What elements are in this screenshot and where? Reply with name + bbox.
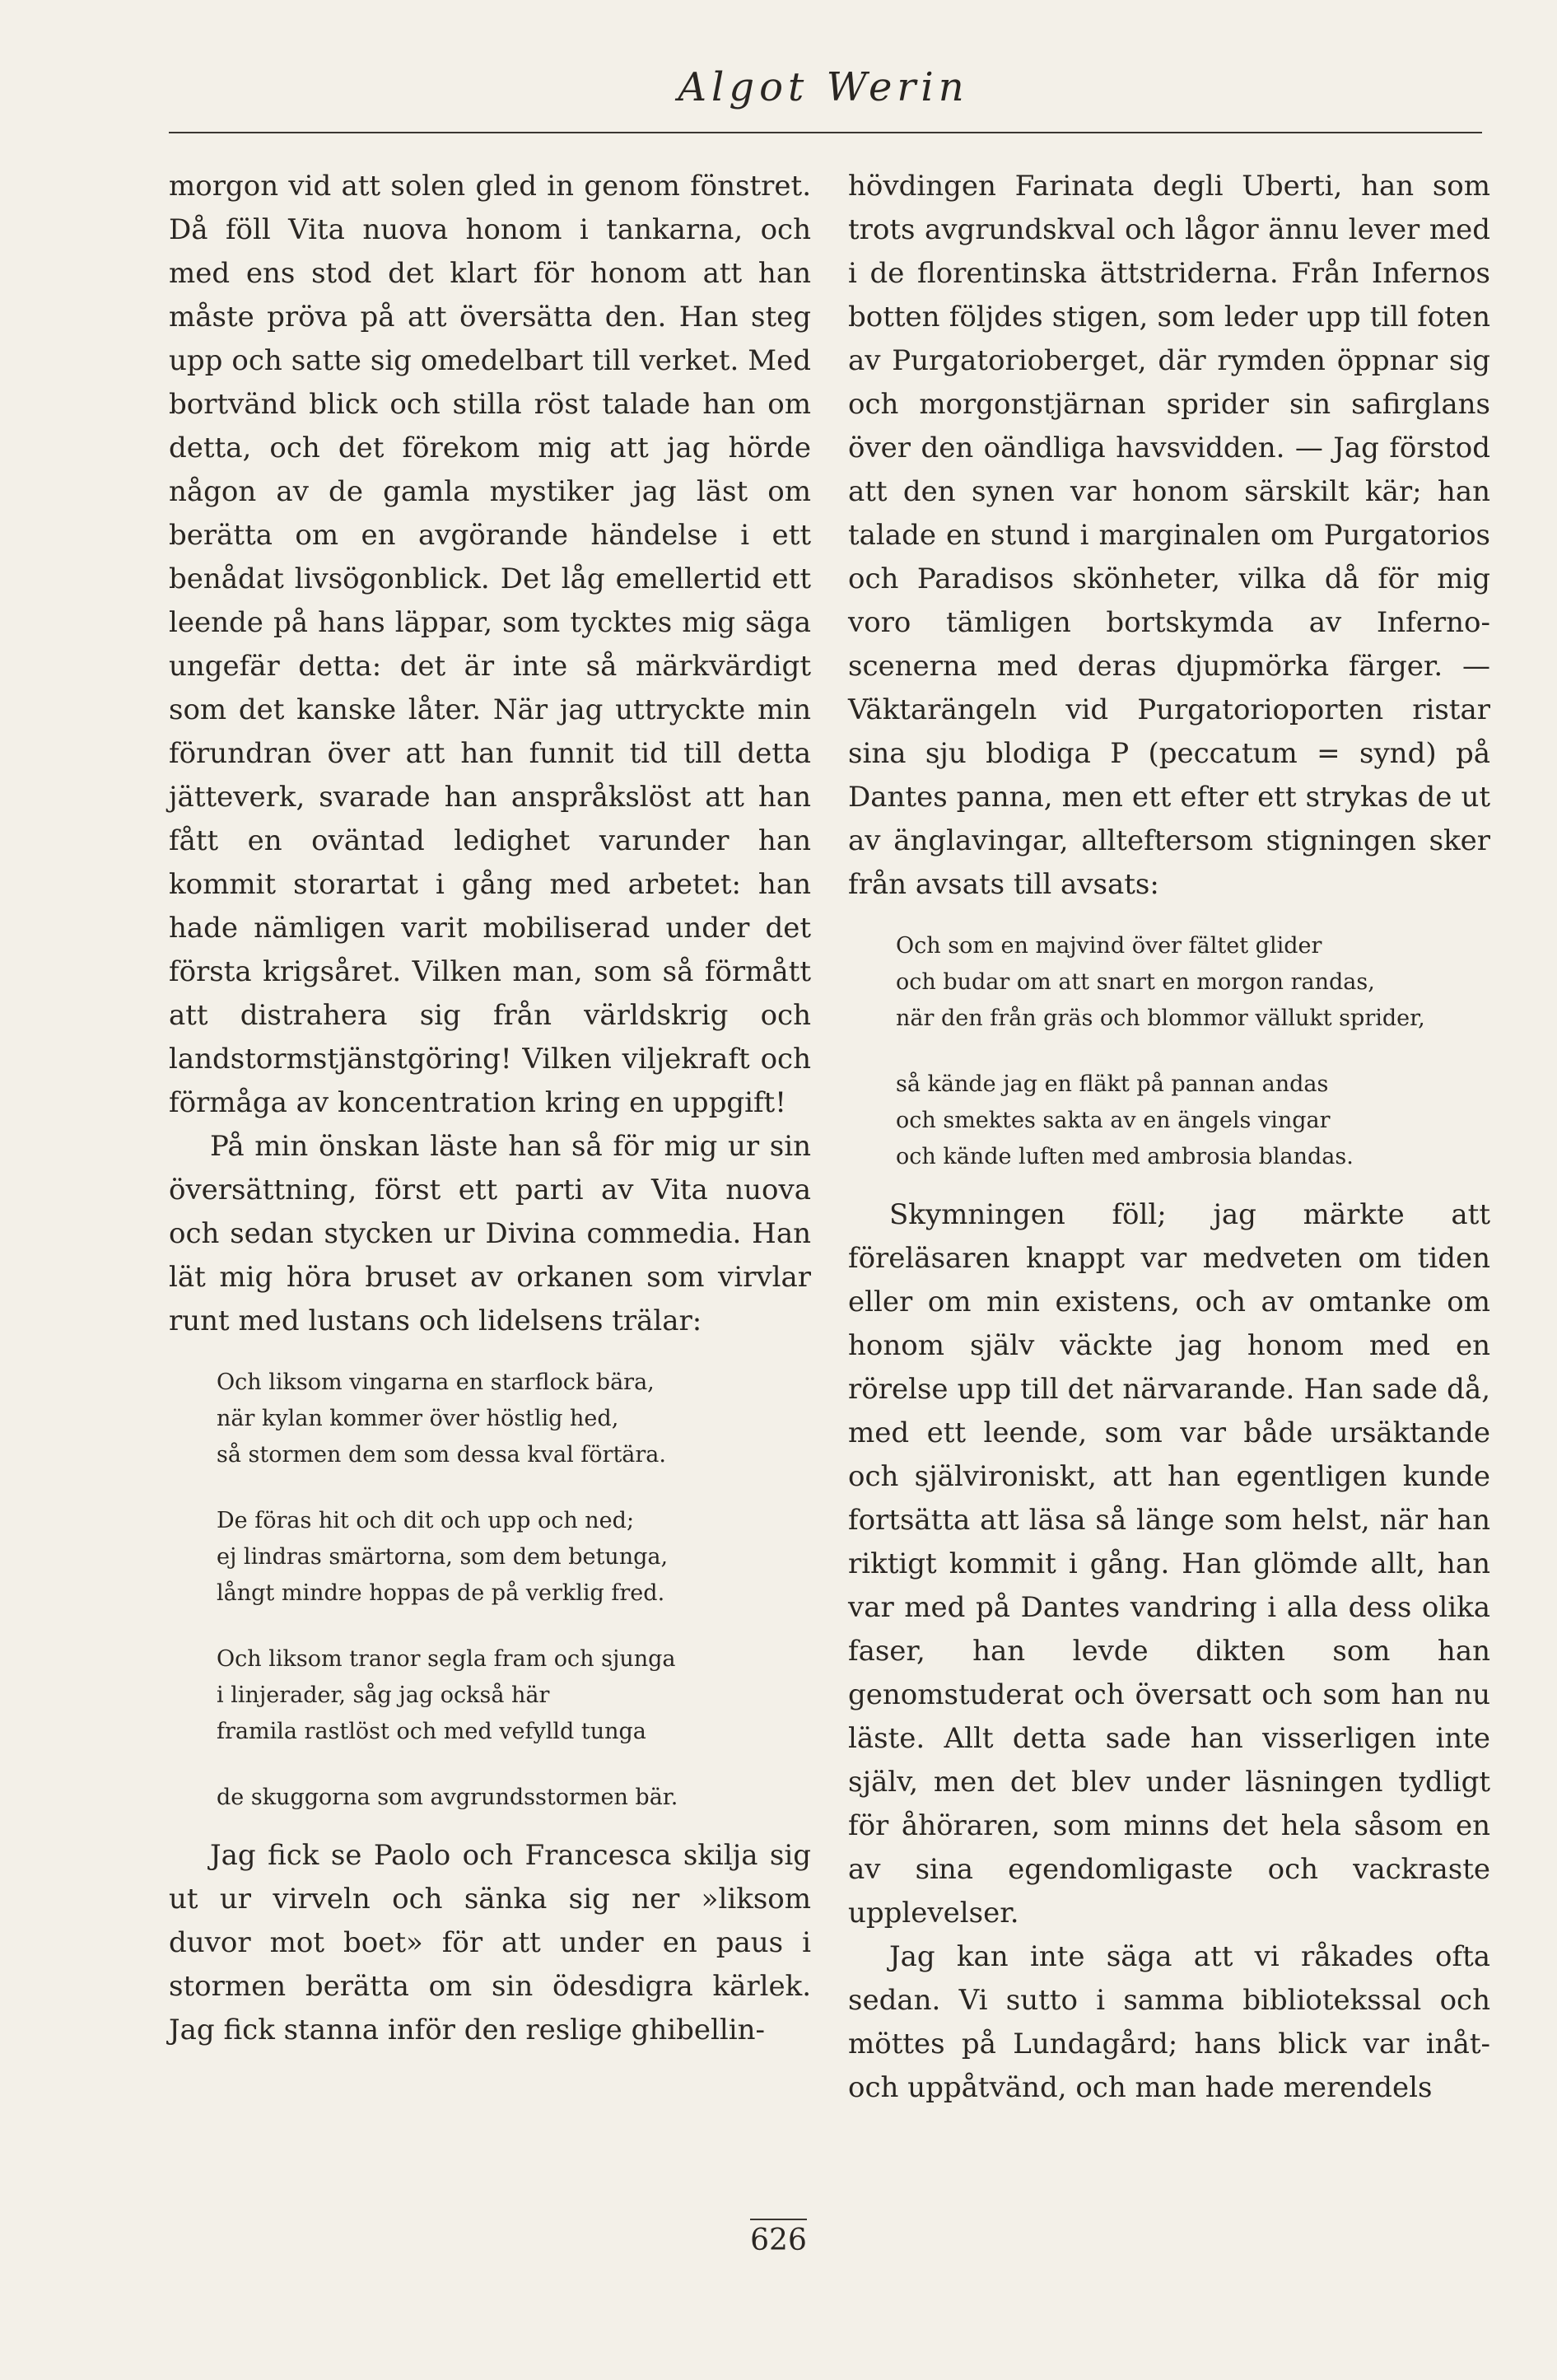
stanza [217, 1780, 811, 1816]
page-number-text: 626 [750, 2219, 807, 2257]
verse-quote [217, 1365, 811, 1816]
verse-line: och smektes sakta av en ängels vingar [896, 1108, 1331, 1133]
verse-line: Och liksom tranor segla fram och sjunga [217, 1646, 676, 1672]
verse-line: och kände luften med ambrosia blandas. [896, 1144, 1354, 1169]
verse-line: framila rastlöst och med vefylld tunga [217, 1719, 646, 1744]
right-column [848, 165, 1490, 2110]
stanza [896, 928, 1490, 1037]
paragraph: morgon vid att solen gled in genom fönstret. Då föll Vita nuova honom i tankarna, och med ens stod det klart för honom att han måste pröva på att översätta den. Han steg upp och satte sig omedelbart till verket. Med bortvänd blick och stilla röst talade han om detta, och det förekom mig att jag hörde någon av de gamla mystiker jag läst om berätta om en avgörande händelse i ett benådat livsögonblick. Det låg emellertid ett leende på hans läppar, som tycktes mig säga ungefär detta: det är inte så märkvärdigt som det kanske låter. När jag uttryckte min förundran över att han funnit tid till detta jätteverk, svarade han anspråkslöst att han fått en oväntad ledighet varunder han kommit storartat i gång med arbetet: han hade nämligen varit mobiliserad under det första krigsåret. Vilken man, som så förmått att distrahera sig från världskrig och landstormstjänstgöring! Vilken viljekraft och förmåga av koncentration kring en uppgift! [169, 170, 811, 1119]
verse-line: så stormen dem som dessa kval förtära. [217, 1442, 666, 1468]
verse-line: Och liksom vingarna en starflock bära, [217, 1370, 655, 1395]
verse-line: så kände jag en fläkt på pannan andas [896, 1071, 1329, 1097]
verse-line: De föras hit och dit och upp och ned; [217, 1508, 635, 1533]
stanza [217, 1641, 811, 1750]
verse-line: och budar om att snart en morgon randas, [896, 969, 1375, 995]
paragraph: Jag kan inte säga att vi råkades ofta sedan. Vi sutto i samma bibliotekssal och möttes på Lundagård; hans blick var inåt- och uppåtvänd, och man hade merendels [848, 1940, 1490, 2104]
left-column [169, 165, 811, 2052]
verse-line: Och som en majvind över fältet glider [896, 933, 1322, 959]
paragraph: hövdingen Farinata degli Uberti, han som trots avgrundskval och lågor ännu lever med i de florentinska ättstriderna. Från Infernos botten följdes stigen, som leder upp till foten av Purgatorioberget, där rymden öppnar sig och morgonstjärnan sprider sin safirglans över den oändliga havsvidden. — Jag förstod att den synen var honom särskilt kär; han talade en stund i marginalen om Purgatorios och Paradisos skönheter, vilka då för mig voro tämligen bortskymda av Inferno-scenerna med deras djupmörka färger. — Väktarängeln vid Purgatorioporten ristar sina sju blodiga P (peccatum = synd) på Dantes panna, men ett efter ett strykas de ut av änglavingar, allteftersom stigningen sker från avsats till avsats: [848, 170, 1490, 901]
verse-line: de skuggorna som avgrundsstormen bär. [217, 1785, 678, 1810]
page-number [0, 2224, 1557, 2257]
verse-quote [896, 928, 1490, 1175]
verse-line: när kylan kommer över höstlig hed, [217, 1406, 619, 1431]
verse-line: i linjerader, såg jag också här [217, 1682, 550, 1708]
paragraph: Skymningen föll; jag märkte att föreläsaren knappt var medveten om tiden eller om min existens, och av omtanke om honom själv väckte jag honom med en rörelse upp till det närvarande. Han sade då, med ett leende, som var både ursäktande och självironiskt, att han egentligen kunde fortsätta att läsa så länge som helst, när han riktigt kommit i gång. Han glömde allt, han var med på Dantes vandring i alla dess olika faser, han levde dikten som han genomstuderat och översatt och som han nu läste. Allt detta sade han visserligen inte själv, men det blev under läsningen tydligt för åhöraren, som minns det hela såsom en av sina egendomligaste och vackraste upplevelser. [848, 1198, 1490, 1930]
stanza [896, 1066, 1490, 1175]
header-rule [169, 132, 1482, 133]
running-title: Algot Werin [678, 64, 969, 110]
verse-line: långt mindre hoppas de på verklig fred. [217, 1580, 665, 1606]
paragraph: Jag fick se Paolo och Francesca skilja sig ut ur virveln och sänka sig ner »liksom duvor mot boet» för att under en paus i stormen berätta om sin ödesdigra kärlek. Jag fick stanna inför den reslige ghibellin- [169, 1839, 811, 2046]
paragraph: På min önskan läste han så för mig ur sin översättning, först ett parti av Vita nuova och sedan stycken ur Divina commedia. Han lät mig höra bruset av orkanen som virvlar runt med lustans och lidelsens trälar: [169, 1130, 811, 1337]
stanza [217, 1503, 811, 1612]
verse-line: när den från gräs och blommor vällukt sprider, [896, 1006, 1425, 1031]
stanza [217, 1365, 811, 1473]
verse-line: ej lindras smärtorna, som dem betunga, [217, 1544, 669, 1570]
